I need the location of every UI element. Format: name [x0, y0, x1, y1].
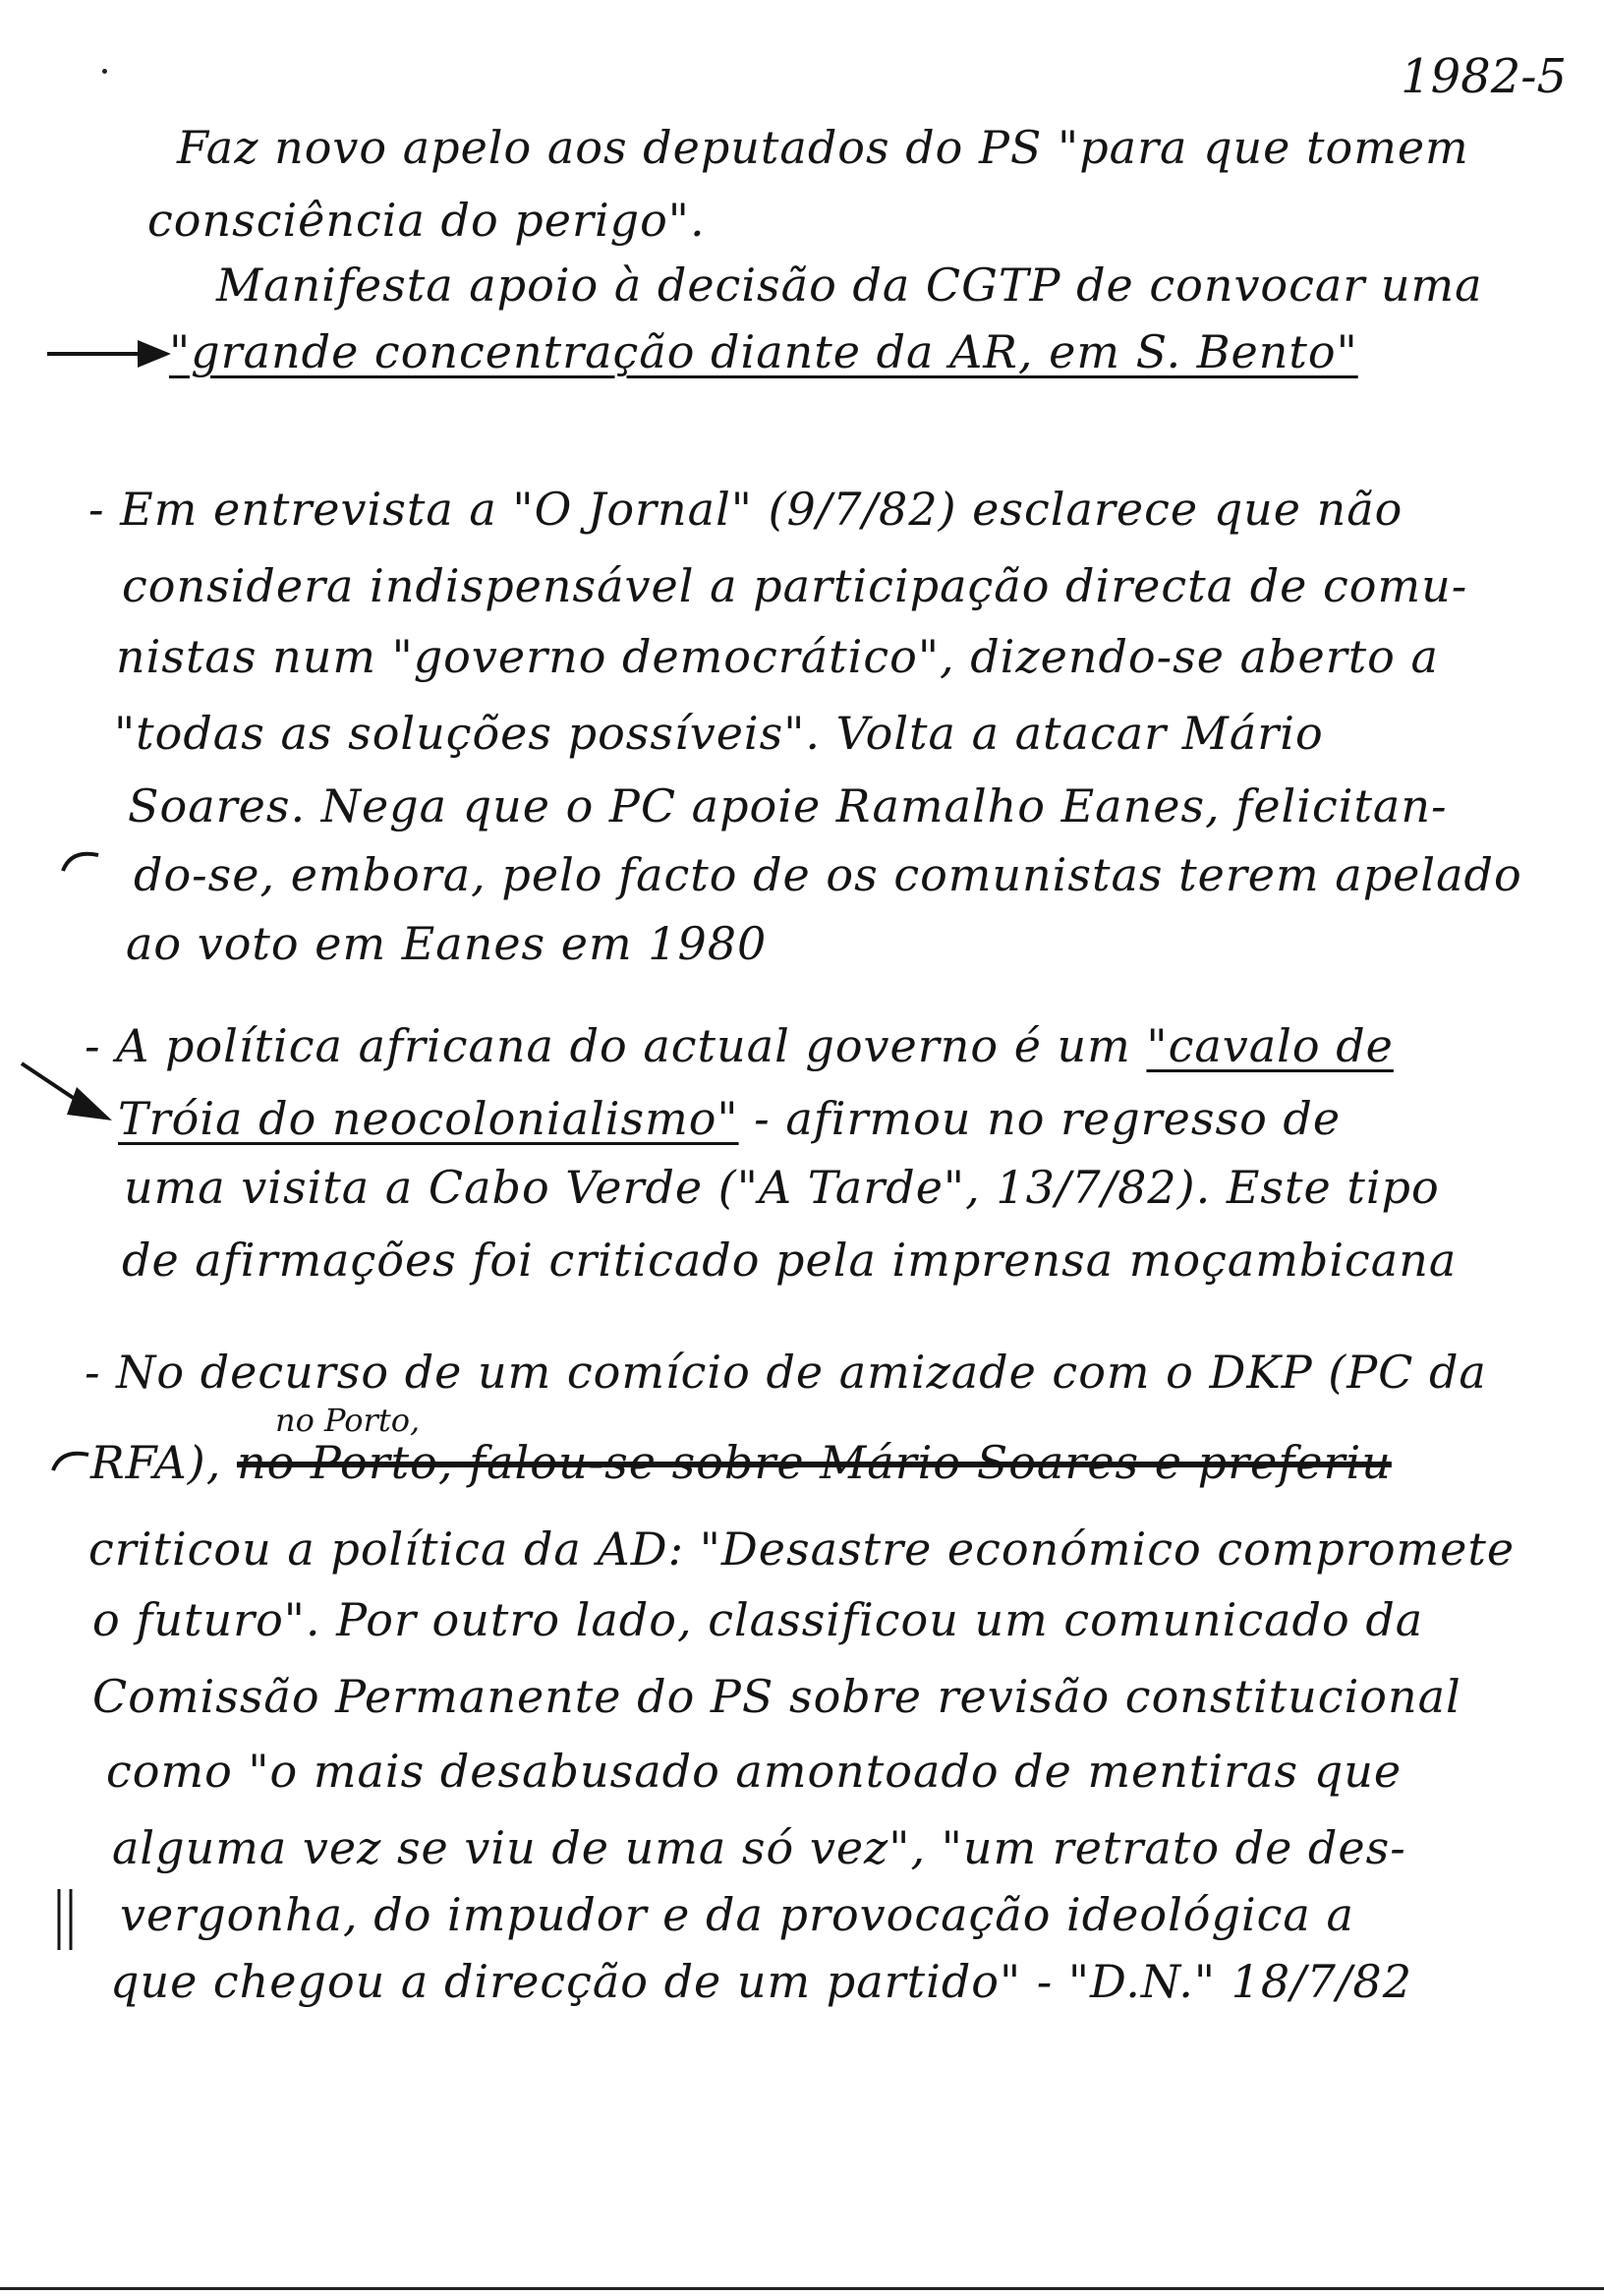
text-line: vergonha, do impudor e da provocação ideológica a	[120, 1888, 1354, 1941]
text-line	[85, 1018, 1394, 1073]
text-line	[118, 1091, 1341, 1146]
text-line: Faz novo apelo aos deputados do PS "para que tomem	[177, 121, 1469, 174]
text-line: ao voto em Eanes em 1980	[126, 917, 768, 970]
text-line: o futuro". Por outro lado, classificou um comunicado da	[92, 1593, 1424, 1646]
struck-text: no Porto, falou-se sobre Mário Soares e preferiu	[236, 1436, 1392, 1489]
stray-dot	[102, 69, 107, 74]
margin-hook-icon	[59, 845, 108, 875]
text-line: considera indispensável a participação directa de comu-	[122, 559, 1468, 612]
text-line: nistas num "governo democrático", dizendo-se aberto a	[116, 630, 1439, 683]
text-line: Soares. Nega que o PC apoie Ramalho Eanes, felicitan-	[128, 779, 1448, 832]
text-line: do-se, embora, pelo facto de os comunistas terem apelado	[134, 848, 1522, 901]
text-line: como "o mais desabusado amontoado de mentiras que	[106, 1745, 1403, 1798]
text-line-underlined: Tróia do neocolonialismo"	[118, 1092, 739, 1145]
text-line: - No decurso de um comício de amizade com o DKP (PC da	[85, 1346, 1487, 1399]
text-line: - Em entrevista a "O Jornal" (9/7/82) esclarece que não	[88, 483, 1404, 536]
text-line-part: - A política africana do actual governo é um	[85, 1019, 1147, 1072]
page-number: 1982-5	[1401, 49, 1567, 104]
text-line	[90, 1435, 1392, 1490]
text-line-underlined: "grande concentração diante da AR, em S. Bento"	[169, 325, 1358, 378]
text-line: "todas as soluções possíveis". Volta a atacar Mário	[114, 707, 1324, 760]
arrow-marker-icon	[47, 334, 175, 373]
margin-bracket-icon	[51, 1885, 81, 1954]
text-line-part: - afirmou no regresso de	[738, 1092, 1342, 1145]
text-line: Manifesta apoio à decisão da CGTP de convocar uma	[216, 258, 1483, 312]
text-line-part: RFA),	[90, 1436, 237, 1489]
text-line: consciência do perigo".	[147, 194, 706, 247]
text-line: criticou a política da AD: "Desastre económico compromete	[88, 1522, 1516, 1576]
text-line: de afirmações foi criticado pela imprensa moçambicana	[122, 1234, 1458, 1287]
text-line: Comissão Permanente do PS sobre revisão constitucional	[92, 1670, 1461, 1723]
text-line: que chegou a direcção de um partido" - "D.N." 18/7/82	[110, 1955, 1412, 2008]
text-line: uma visita a Cabo Verde ("A Tarde", 13/7/82). Este tipo	[124, 1161, 1440, 1214]
inserted-text: no Porto,	[275, 1402, 421, 1439]
text-line: alguma vez se viu de uma só vez", "um retrato de des-	[112, 1821, 1406, 1874]
page-edge-rule	[0, 2287, 1604, 2290]
text-line-underlined: "cavalo de	[1146, 1019, 1394, 1072]
